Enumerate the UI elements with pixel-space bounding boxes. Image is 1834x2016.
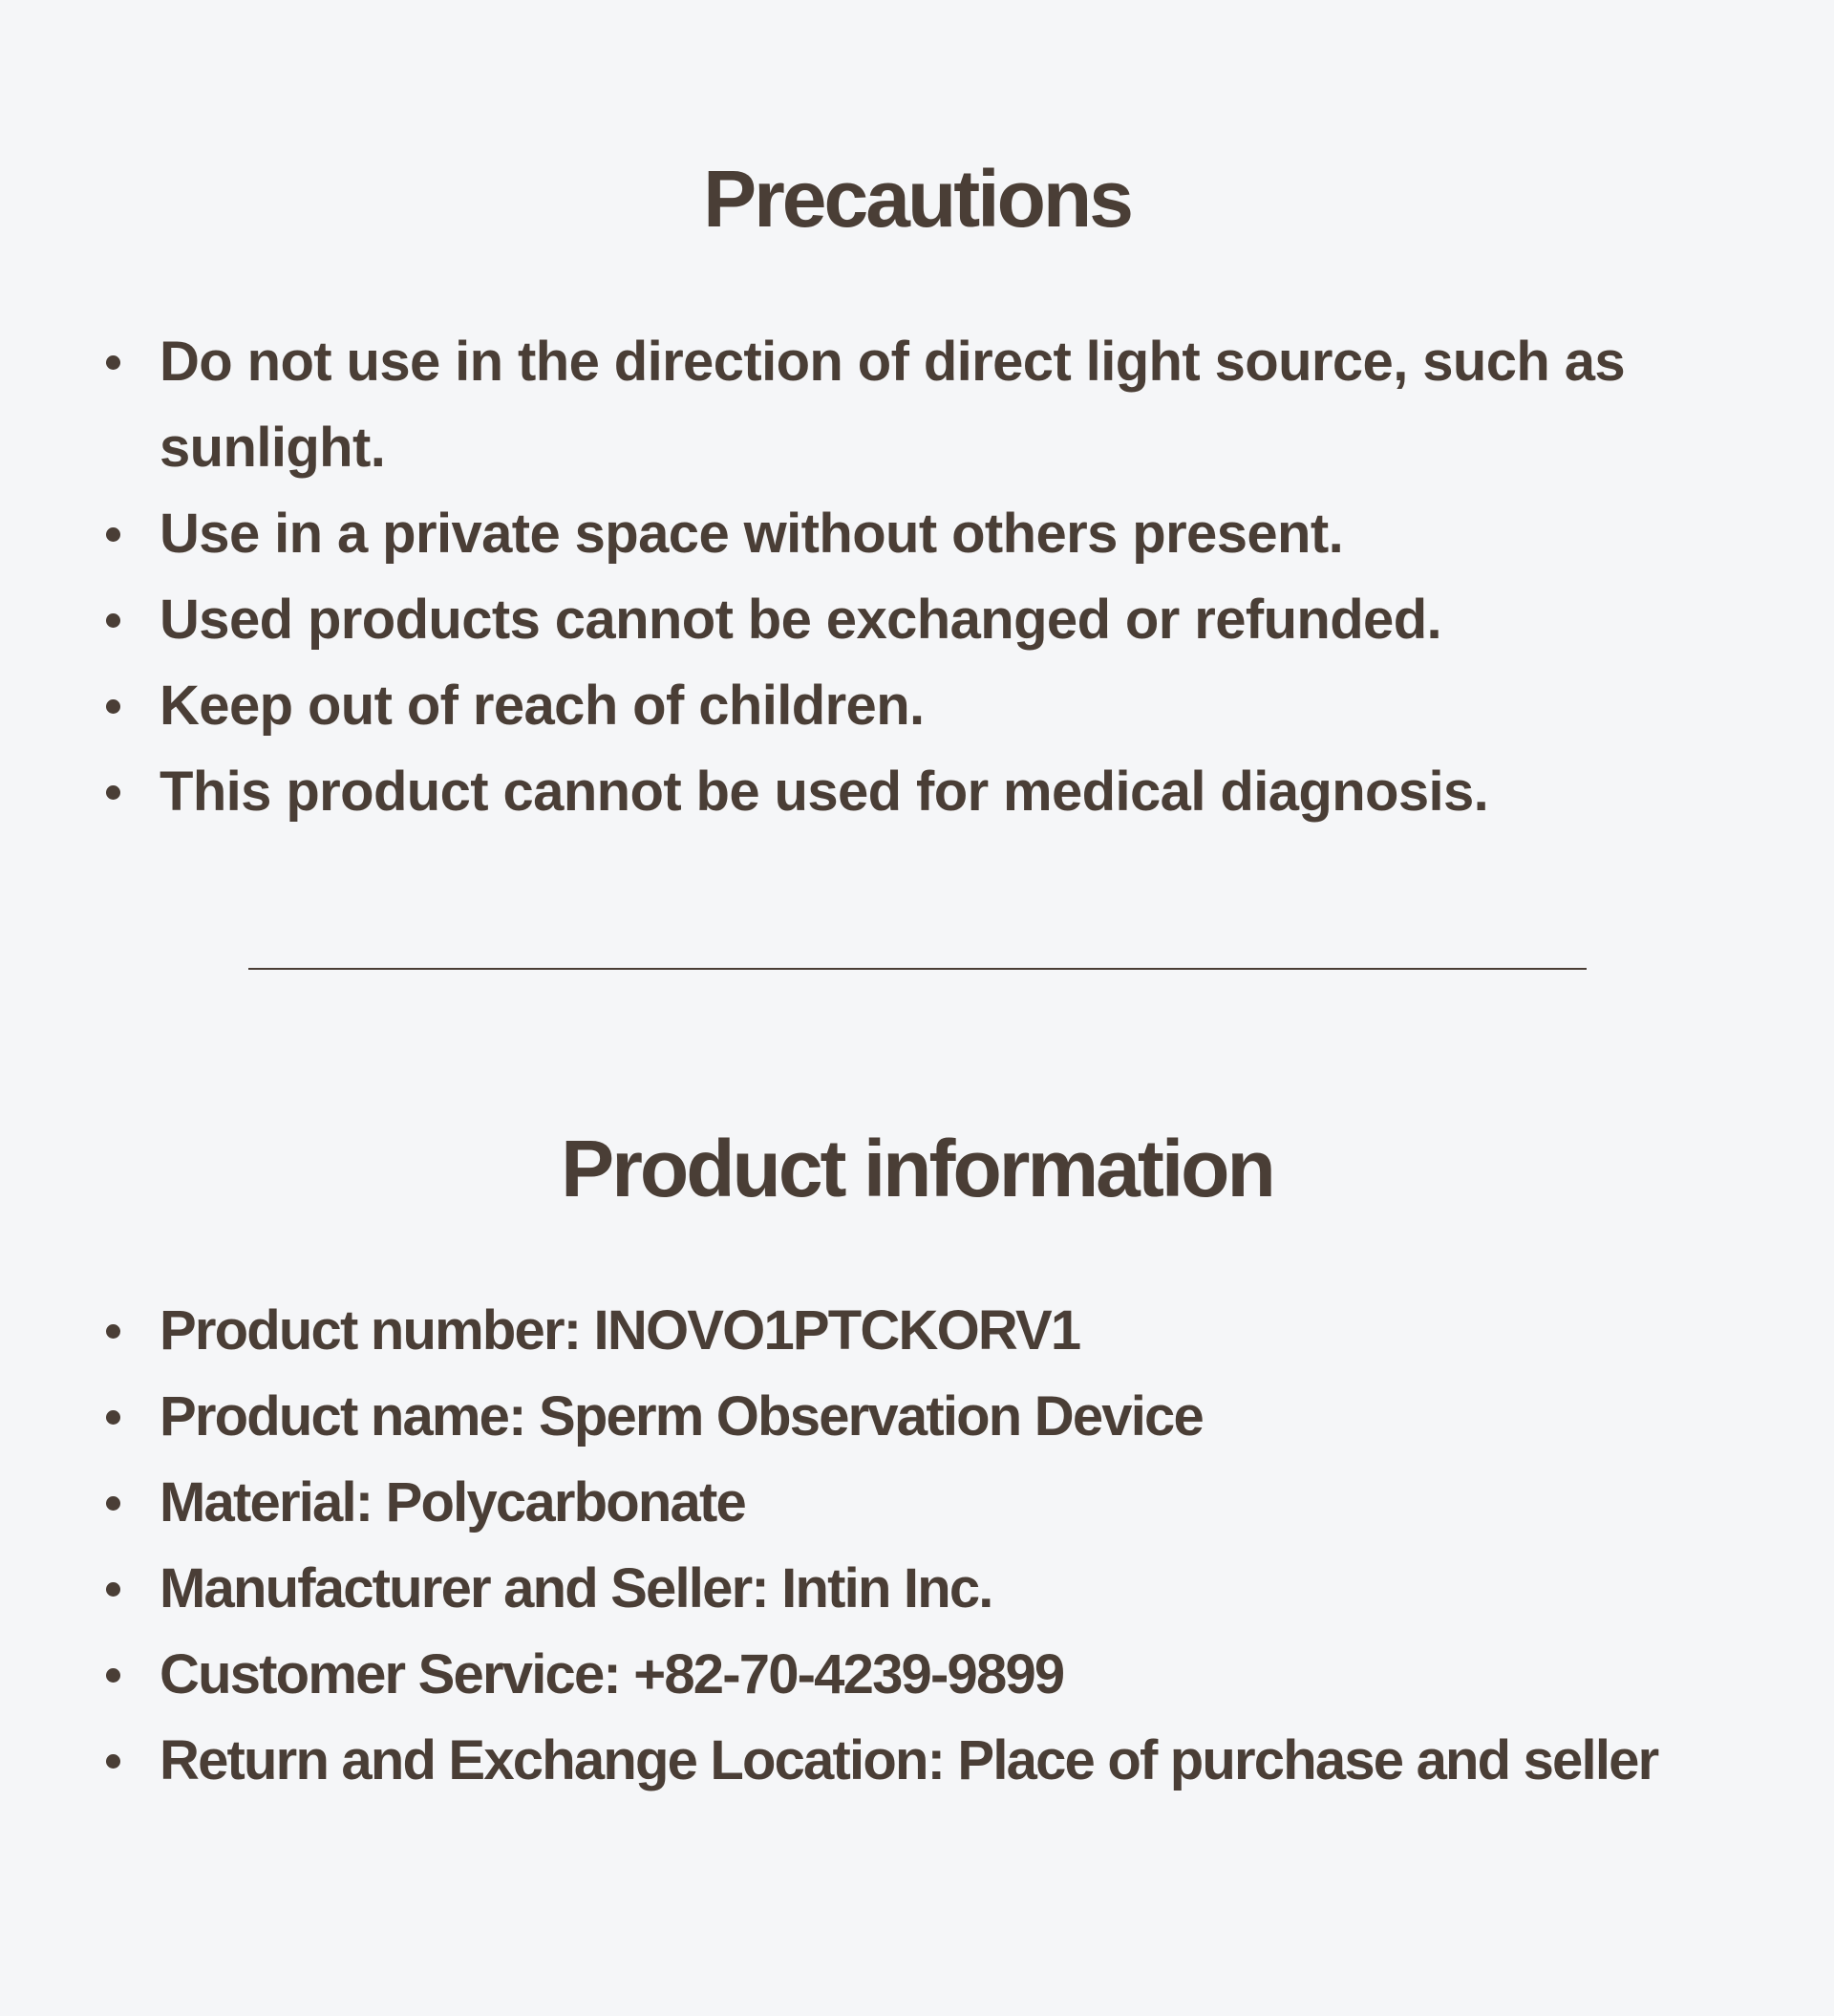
list-item-text: This product cannot be used for medical diagnosis. (160, 761, 1489, 823)
list-item-text: Product name: Sperm Observation Device (160, 1385, 1203, 1448)
list-item-text: Keep out of reach of children. (160, 675, 925, 737)
bullet-icon (106, 527, 120, 542)
list-item (0, 1374, 1834, 1460)
list-item (0, 577, 1834, 663)
precautions-list (0, 319, 1834, 835)
list-item-text: Customer Service: +82-70-4239-9899 (160, 1643, 1064, 1705)
bullet-icon (106, 613, 120, 628)
bullet-icon (106, 1496, 120, 1511)
list-item-text: Return and Exchange Location: Place of purchase and seller (160, 1729, 1658, 1791)
list-item-text: Manufacturer and Seller: Intin Inc. (160, 1557, 992, 1619)
bullet-icon (106, 1582, 120, 1597)
list-item-text: Do not use in the direction of direct light source, such as sunlight. (160, 331, 1626, 479)
list-item (0, 1288, 1834, 1374)
bullet-icon (106, 355, 120, 370)
list-item-text: Use in a private space without others present. (160, 503, 1344, 565)
list-item-text: Used products cannot be exchanged or refunded. (160, 589, 1442, 651)
list-item (0, 1718, 1834, 1804)
list-item (0, 319, 1834, 491)
precautions-title: Precautions (703, 154, 1131, 244)
list-item-text: Material: Polycarbonate (160, 1471, 745, 1533)
bullet-icon (106, 1754, 120, 1769)
bullet-icon (106, 699, 120, 714)
list-item (0, 491, 1834, 577)
product-information-list (0, 1288, 1834, 1804)
product-information-title: Product information (561, 1124, 1273, 1213)
list-item-text: Product number: INOVO1PTCKORV1 (160, 1299, 1080, 1362)
list-item (0, 1460, 1834, 1546)
list-item (0, 749, 1834, 835)
bullet-icon (106, 1324, 120, 1339)
product-information-section (0, 955, 1834, 2016)
precautions-section (0, 0, 1834, 955)
bullet-icon (106, 1668, 120, 1683)
list-item (0, 663, 1834, 749)
list-item (0, 1632, 1834, 1718)
bullet-icon (106, 1410, 120, 1425)
bullet-icon (106, 785, 120, 800)
list-item (0, 1546, 1834, 1632)
